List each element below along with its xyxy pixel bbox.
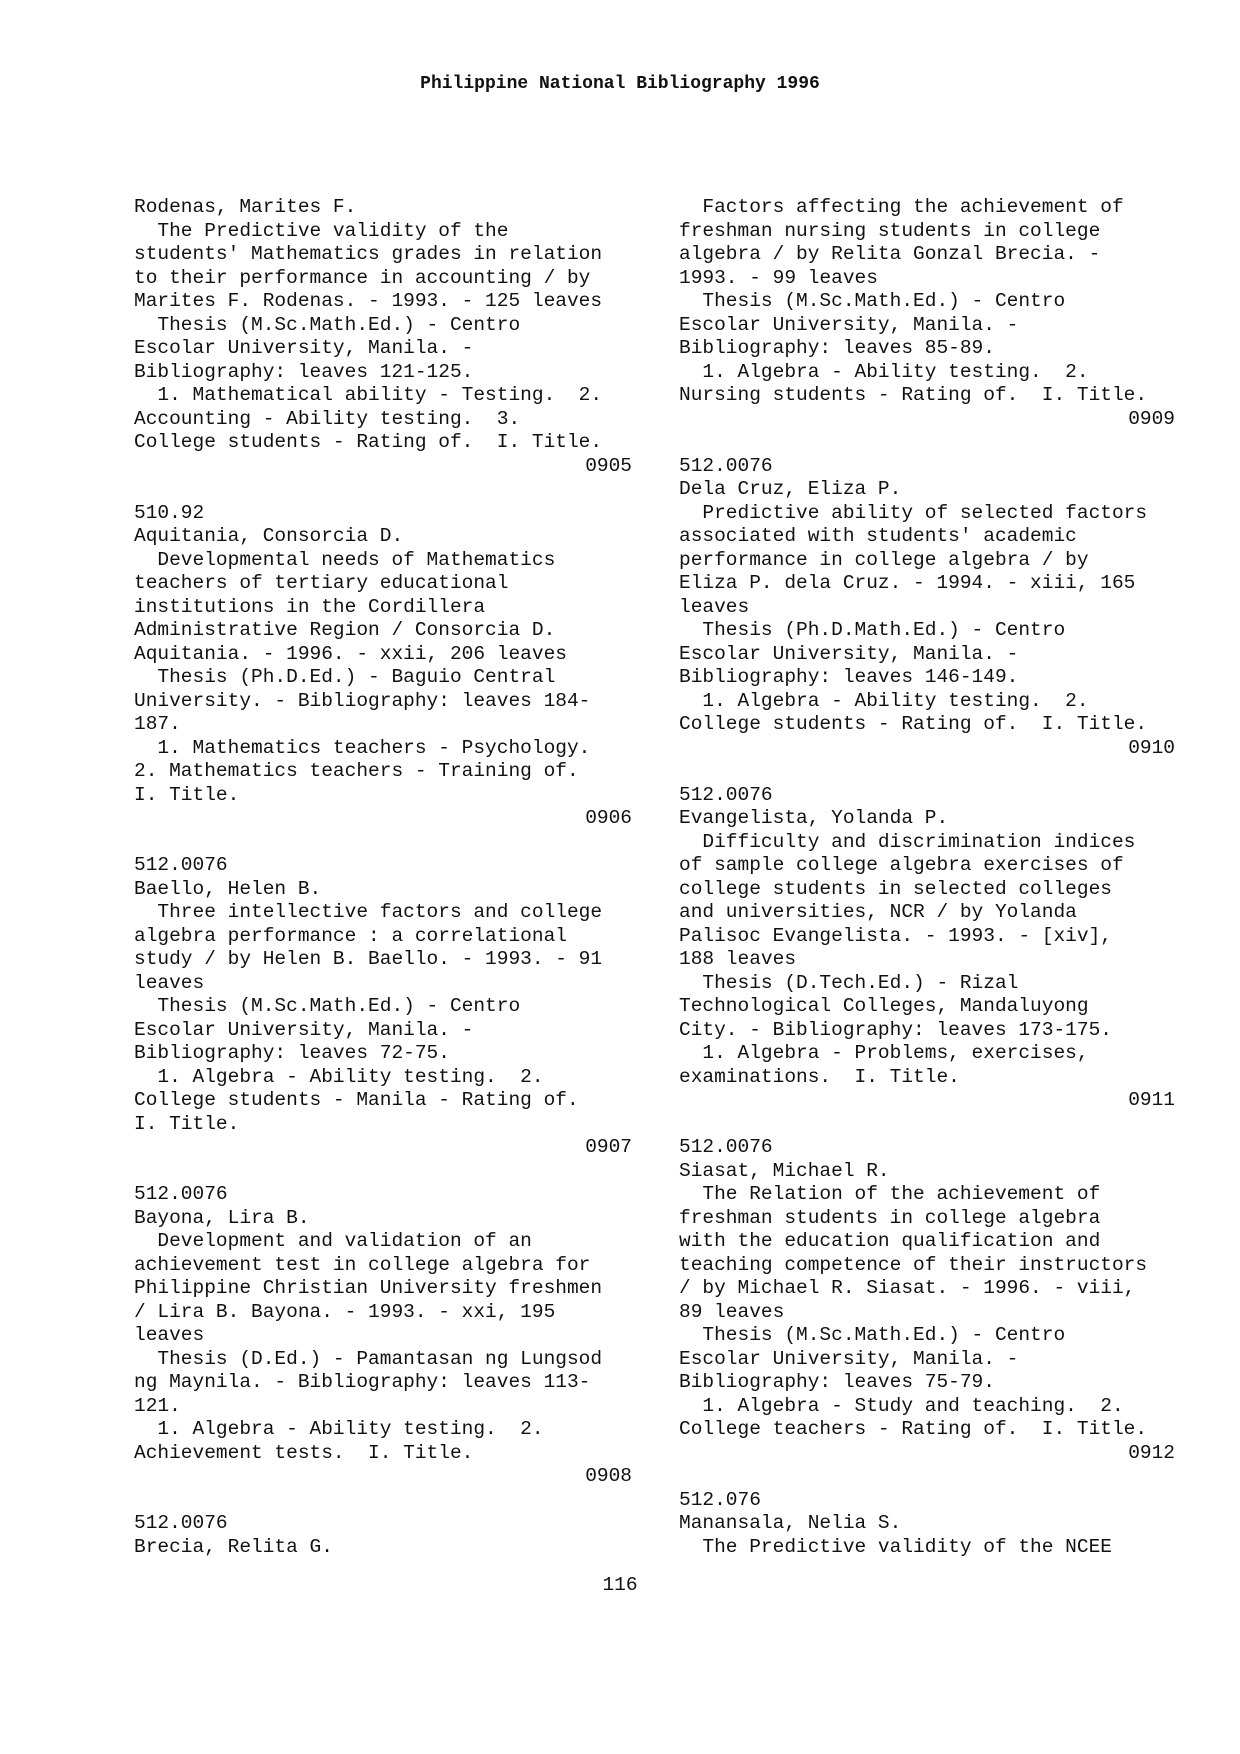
bibliography-line: Aquitania. - 1996. - xxii, 206 leaves [134, 642, 567, 665]
bibliography-line: Bibliography: leaves 121-125. [134, 360, 474, 383]
left-column [134, 196, 632, 1559]
bibliography-line: Thesis (M.Sc.Math.Ed.) - Centro [134, 313, 521, 336]
bibliography-line: Escolar University, Manila. - [679, 1347, 1019, 1370]
bibliography-line: achievement test in college algebra for [134, 1253, 591, 1276]
bibliography-line: freshman nursing students in college [679, 219, 1101, 242]
entry-number: 0911 [1128, 1089, 1175, 1111]
bibliography-line [679, 760, 1175, 784]
bibliography-line: 188 leaves [679, 948, 797, 970]
bibliography-line: of sample college algebra exercises of [679, 854, 1124, 876]
bibliography-line: Bayona, Lira B. [134, 1206, 310, 1229]
entry-number: 0907 [585, 1136, 632, 1158]
bibliography-line: Baello, Helen B. [134, 877, 322, 900]
bibliography-line: 512.0076 [679, 783, 773, 806]
bibliography-line: 1. Mathematical ability - Testing. 2. [134, 384, 603, 406]
bibliography-line: Thesis (D.Tech.Ed.) - Rizal [679, 971, 1019, 994]
bibliography-line: Thesis (Ph.D.Ed.) - Baguio Central [134, 666, 556, 688]
bibliography-line: students' Mathematics grades in relation [134, 243, 603, 265]
bibliography-line: Bibliography: leaves 72-75. [134, 1042, 450, 1064]
bibliography-line: The Relation of the achievement of [679, 1183, 1101, 1205]
bibliography-line: Aquitania, Consorcia D. [134, 525, 404, 547]
bibliography-line: Administrative Region / Consorcia D. [134, 619, 556, 641]
bibliography-line: ng Maynila. - Bibliography: leaves 113- [134, 1371, 591, 1393]
bibliography-line: Thesis (Ph.D.Math.Ed.) - Centro [679, 619, 1066, 641]
page-title: Philippine National Bibliography 1996 [420, 74, 820, 94]
bibliography-line: Siasat, Michael R. [679, 1159, 890, 1182]
bibliography-line: Predictive ability of selected factors [679, 501, 1148, 524]
bibliography-line: Nursing students - Rating of. I. Title. [679, 384, 1148, 406]
bibliography-line [134, 831, 632, 855]
bibliography-line: 187. [134, 713, 181, 735]
bibliography-line: Thesis (M.Sc.Math.Ed.) - Centro [679, 1324, 1066, 1346]
bibliography-line: 512.0076 [134, 1512, 228, 1534]
bibliography-line: Accounting - Ability testing. 3. [134, 407, 521, 430]
bibliography-line: leaves [134, 971, 205, 994]
bibliography-line: examinations. I. Title. [679, 1065, 960, 1088]
bibliography-line: College students - Rating of. I. Title. [679, 713, 1148, 735]
bibliography-line: associated with students' academic [679, 525, 1077, 547]
bibliography-line: Manansala, Nelia S. [679, 1512, 902, 1534]
bibliography-line: Achievement tests. I. Title. [134, 1441, 474, 1464]
bibliography-line: Thesis (D.Ed.) - Pamantasan ng Lungsod [134, 1347, 603, 1370]
bibliography-line: Dela Cruz, Eliza P. [679, 478, 902, 500]
bibliography-line: 1. Algebra - Problems, exercises, [679, 1042, 1089, 1064]
bibliography-line: 512.0076 [134, 1183, 228, 1205]
bibliography-line: Rodenas, Marites F. [134, 196, 357, 218]
bibliography-line: 1. Algebra - Ability testing. 2. [134, 1418, 544, 1440]
bibliography-line: I. Title. [134, 783, 240, 806]
bibliography-line: Technological Colleges, Mandaluyong [679, 995, 1089, 1017]
bibliography-line: Escolar University, Manila. - [134, 1018, 474, 1041]
bibliography-line: 1. Algebra - Ability testing. 2. [679, 689, 1089, 712]
bibliography-line: and universities, NCR / by Yolanda [679, 901, 1077, 923]
bibliography-line [134, 478, 632, 502]
bibliography-line: teaching competence of their instructors [679, 1253, 1148, 1276]
bibliography-line: I. Title. [134, 1112, 240, 1135]
bibliography-line: college students in selected colleges [679, 877, 1112, 900]
bibliography-line: 1. Mathematics teachers - Psychology. [134, 736, 591, 759]
bibliography-line: Three intellective factors and college [134, 901, 603, 923]
page-number: 116 [602, 1574, 638, 1596]
bibliography-line: 1. Algebra - Ability testing. 2. [679, 360, 1089, 383]
bibliography-line [679, 431, 1175, 455]
bibliography-line: 1. Algebra - Ability testing. 2. [134, 1065, 544, 1088]
bibliography-line: algebra / by Relita Gonzal Brecia. - [679, 243, 1101, 265]
bibliography-line: Brecia, Relita G. [134, 1535, 333, 1558]
bibliography-line: Factors affecting the achievement of [679, 196, 1124, 218]
entry-number: 0905 [585, 454, 632, 477]
bibliography-line: Eliza P. dela Cruz. - 1994. - xiii, 165 [679, 572, 1136, 594]
bibliography-line: 512.0076 [134, 854, 228, 876]
bibliography-line: Bibliography: leaves 85-89. [679, 337, 995, 359]
right-column [679, 196, 1175, 1559]
bibliography-line: College teachers - Rating of. I. Title. [679, 1418, 1148, 1440]
bibliography-line: Escolar University, Manila. - [134, 337, 474, 359]
bibliography-line: institutions in the Cordillera [134, 595, 486, 618]
bibliography-line: 1. Algebra - Study and teaching. 2. [679, 1394, 1124, 1417]
bibliography-line: 512.0076 [679, 454, 773, 477]
bibliography-line: Marites F. Rodenas. - 1993. - 125 leaves [134, 290, 603, 312]
entry-number: 0906 [585, 807, 632, 829]
bibliography-line: Thesis (M.Sc.Math.Ed.) - Centro [679, 290, 1066, 312]
bibliography-line: 512.0076 [679, 1136, 773, 1158]
bibliography-line: Bibliography: leaves 146-149. [679, 666, 1019, 688]
bibliography-line: 512.076 [679, 1488, 761, 1511]
bibliography-line: 510.92 [134, 501, 205, 524]
bibliography-line: Developmental needs of Mathematics [134, 548, 556, 571]
entry-number: 0910 [1128, 736, 1175, 759]
bibliography-line: leaves [134, 1324, 205, 1346]
bibliography-line: algebra performance : a correlational [134, 924, 567, 947]
bibliography-line: Difficulty and discrimination indices [679, 830, 1136, 853]
bibliography-line: Escolar University, Manila. - [679, 642, 1019, 665]
bibliography-line: study / by Helen B. Baello. - 1993. - 91 [134, 948, 603, 970]
bibliography-line: The Predictive validity of the [134, 219, 509, 242]
bibliography-line: College students - Rating of. I. Title. [134, 431, 603, 453]
bibliography-line: City. - Bibliography: leaves 173-175. [679, 1018, 1112, 1041]
bibliography-line: teachers of tertiary educational [134, 572, 509, 594]
entry-number: 0908 [585, 1465, 632, 1487]
bibliography-line: University. - Bibliography: leaves 184- [134, 689, 591, 712]
bibliography-line [679, 1113, 1175, 1137]
bibliography-line: 121. [134, 1394, 181, 1417]
bibliography-line: 2. Mathematics teachers - Training of. [134, 760, 579, 782]
bibliography-line: The Predictive validity of the NCEE [679, 1535, 1112, 1558]
bibliography-line: Philippine Christian University freshmen [134, 1277, 603, 1299]
bibliography-line: Escolar University, Manila. - [679, 313, 1019, 336]
bibliography-line [679, 1465, 1175, 1489]
entry-number: 0909 [1128, 407, 1175, 430]
bibliography-line: Evangelista, Yolanda P. [679, 807, 949, 829]
bibliography-line: leaves [679, 595, 750, 618]
bibliography-line: 1993. - 99 leaves [679, 266, 878, 289]
bibliography-line: 89 leaves [679, 1300, 785, 1323]
entry-number: 0912 [1128, 1441, 1175, 1464]
bibliography-line: with the education qualification and [679, 1230, 1101, 1252]
bibliography-line: Thesis (M.Sc.Math.Ed.) - Centro [134, 995, 521, 1017]
bibliography-line [134, 1489, 632, 1513]
bibliography-line: / by Michael R. Siasat. - 1996. - viii, [679, 1277, 1136, 1299]
bibliography-line: to their performance in accounting / by [134, 266, 591, 289]
bibliography-line [134, 1160, 632, 1184]
bibliography-line: performance in college algebra / by [679, 548, 1089, 571]
bibliography-line: Bibliography: leaves 75-79. [679, 1371, 995, 1393]
bibliography-line: Palisoc Evangelista. - 1993. - [xiv], [679, 924, 1112, 947]
bibliography-line: / Lira B. Bayona. - 1993. - xxi, 195 [134, 1300, 556, 1323]
bibliography-line: Development and validation of an [134, 1230, 532, 1252]
bibliography-line: College students - Manila - Rating of. [134, 1089, 579, 1111]
bibliography-line: freshman students in college algebra [679, 1206, 1101, 1229]
